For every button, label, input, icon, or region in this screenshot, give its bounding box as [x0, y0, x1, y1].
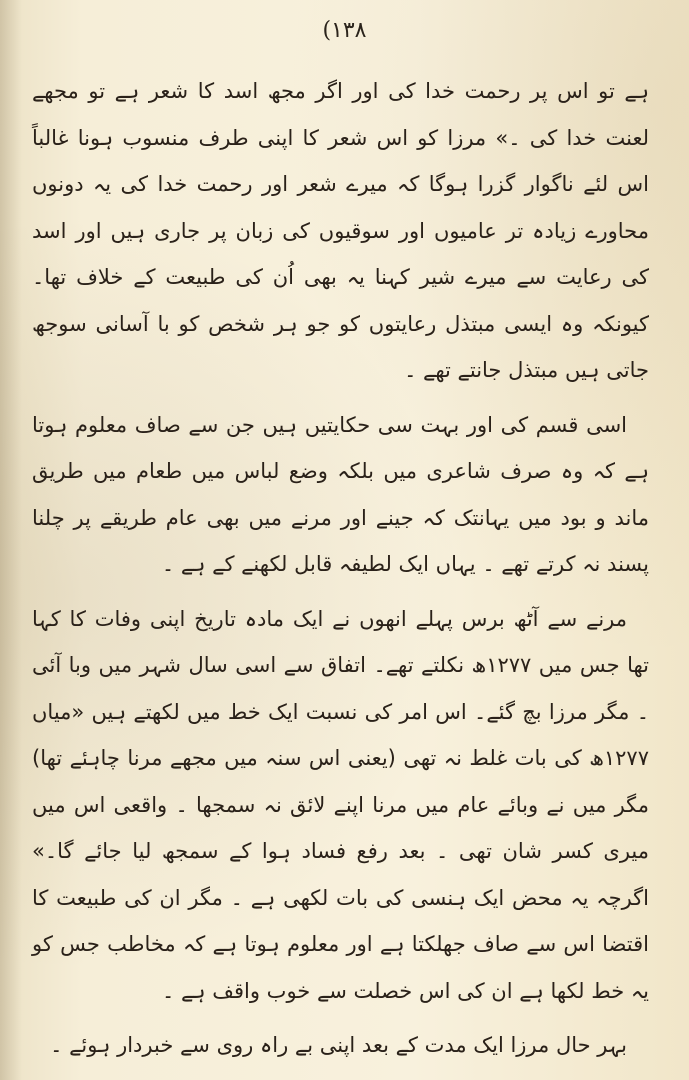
paragraph-3: مرنے سے آٹھ برس پہلے انھوں نے ایک مادہ تاریخ اپنی وفات کا کہا تھا جس میں ۱۲۷۷ھ نکلتے تھے۔ اتفاق سے اسی سال شہر میں وبا آئی ۔ مگر مرزا بچ گئے۔ اس امر کی نسبت ایک خط میں لکھتے ہیں «میاں ۱۲۷۷ھ کی بات غلط نہ تھی (یعنی اس سنہ میں مجھے مرنا چاہئے تھا) مگر میں نے وبائے عام میں مرنا اپنے لائق نہ سمجھا ۔ واقعی اس میں میری کسر شان تھی ۔ بعد رفع فساد ہوا کے سمجھ لیا جائے گا۔» اگرچہ یہ محض ایک ہنسی کی بات لکھی ہے ۔ مگر ان کی طبیعت کا اقتضا اس سے صاف جھلکتا ہے اور معلوم ہوتا ہے کہ مخاطب جس کو یہ خط لکھا ہے ان کی اس خصلت سے خوب واقف ہے ۔ [32, 606, 649, 1003]
paragraph-2: اسی قسم کی اور بہت سی حکایتیں ہیں جن سے صاف معلوم ہوتا ہے کہ وہ صرف شاعری میں بلکہ وضع لباس میں طعام میں طریق ماند و بود میں یہانتک کہ جینے اور مرنے میں بھی عام طریقے پر چلنا پسند نہ کرتے تھے ۔ یہاں ایک لطیفہ قابل لکھنے کے ہے ۔ [32, 412, 649, 576]
page-number: (۱۳۸ [322, 18, 367, 43]
page-body-text [32, 68, 649, 1057]
paragraph-4: بہر حال مرزا ایک مدت کے بعد اپنی بے راہ روی سے خبردار ہوئے ۔ [50, 1033, 627, 1057]
paragraph-1: ہے تو اس پر رحمت خدا کی اور اگر مجھ اسد کا شعر ہے تو مجھے لعنت خدا کی ۔» مرزا کو اس شعر کا اپنی طرف منسوب ہونا غالباً اس لئے ناگوار گزرا ہوگا کہ میرے شعر اور رحمت خدا کی یہ دونوں محاورے زیادہ تر عامیوں اور سوقیوں کی زبان پر جاری ہیں اور اسد کی رعایت سے میرے شیر کہنا یہ بھی اُن کی طبیعت کے خلاف تھا۔ کیونکہ وہ ایسی مبتذل رعایتوں کو جو ہر شخص کو با آسانی سوجھ جاتی ہیں مبتذل جانتے تھے ۔ [32, 79, 649, 382]
